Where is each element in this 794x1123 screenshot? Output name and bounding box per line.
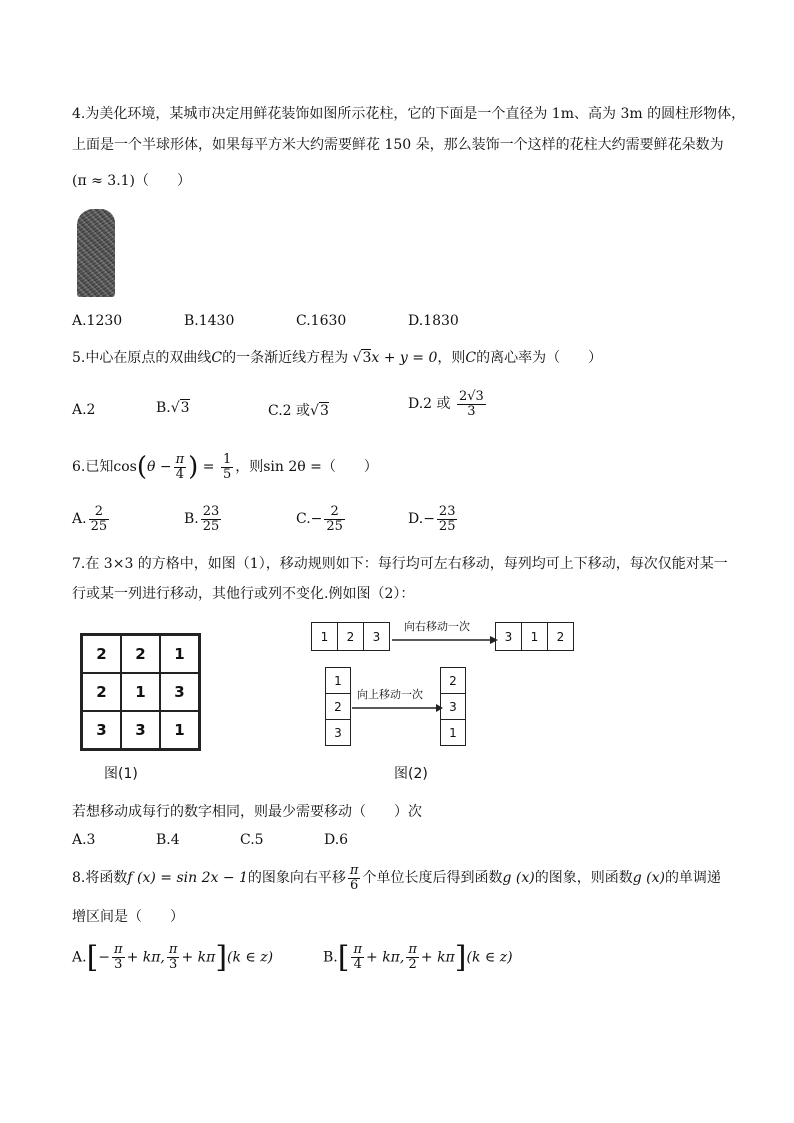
q7-option-b[interactable]: B.4 [156,832,180,848]
q6-option-b[interactable]: B. $\frac{23}{25}$ [184,504,220,534]
figure1-grid [80,633,201,751]
q7-option-d[interactable]: D.6 [324,832,349,848]
figure1-caption: 图(1) [104,766,138,782]
q4-option-a[interactable]: A.1230 [72,313,123,329]
q8-line2: 增区间是（ ） [72,909,184,925]
grid-cell: 3 [160,673,199,711]
q4-option-c[interactable]: C.1630 [296,313,347,329]
q5-stem: 5.中心在原点的双曲线C的一条渐近线方程为 √3x + y = 0，则C的离心率为（ ） [72,350,603,366]
grid-cell: 2 [121,635,160,673]
grid-cell: 2 [82,635,121,673]
q6-option-c[interactable]: C.− $\frac{2}{25}$ [296,504,343,534]
q7-line1: 7.在 3×3 的方格中，如图（1），移动规则如下：每行均可左右移动，每列均可上下移动，每次仅能对某一 [72,556,728,572]
q7-option-a[interactable]: A.3 [72,832,96,848]
figure2-caption: 图(2) [394,766,428,782]
q8-stem: 8.将函数f (x) = sin 2x − 1的图象向右平移 $\frac{\pi}{6}$ 个单位长度后得到函数g (x)的图象，则函数g (x)的单调递 [72,863,721,893]
q7-option-c[interactable]: C.5 [240,832,264,848]
grid-cell: 3 [121,711,160,749]
q7-line2: 行或某一列进行移动，其他行或列不变化.例如图（2）： [72,586,415,602]
grid-cell: 1 [121,673,160,711]
q5-option-d[interactable]: D.2 或 $\frac{2√3}{3}$ [408,389,484,419]
column-after: 2 3 1 [440,667,466,746]
row-before: 1 2 3 [311,622,390,651]
q8-option-b[interactable]: B.[ $\frac{\pi}{4}$ + kπ, $\frac{\pi}{2}$ + kπ](k ∈ z) [323,940,513,975]
q5-option-a[interactable]: A.2 [72,402,96,418]
q7-question: 若想移动成每行的数字相同，则最少需要移动（ ）次 [72,804,422,820]
q4-option-b[interactable]: B.1430 [184,313,235,329]
q4-line1: 4.为美化环境，某城市决定用鲜花装饰如图所示花柱，它的下面是一个直径为 1m、高为 3m 的圆柱形物体， [72,106,746,122]
q5-option-c[interactable]: C.2 或√3 [268,403,329,419]
column-action-label: 向上移动一次 [357,688,423,701]
row-action-label: 向右移动一次 [404,620,470,633]
column-before: 1 2 3 [325,667,351,746]
q5-option-b[interactable]: B.√3 [156,400,190,416]
grid-cell: 2 [82,673,121,711]
q6-stem: 6.已知cos(θ − $\frac{\pi}{4}$ ) = $\frac{1}{5}$ ，则sin 2θ =（ ） [72,451,378,482]
grid-cell: 1 [160,711,199,749]
q4-pi-note: (π ≈ 3.1)（ ） [72,173,192,189]
q4-option-d[interactable]: D.1830 [408,313,459,329]
q8-option-a[interactable]: A.[− $\frac{\pi}{3}$ + kπ, $\frac{\pi}{3}$ + kπ](k ∈ z) [72,940,274,975]
row-after: 3 1 2 [495,622,574,651]
grid-cell: 1 [160,635,199,673]
q6-option-d[interactable]: D.− $\frac{23}{25}$ [408,504,456,534]
q4-line2: 上面是一个半球形体，如果每平方米大约需要鲜花 150 朵，那么装饰一个这样的花柱大约需要鲜花朵数为 [72,137,724,153]
flower-pillar-image [77,209,115,297]
q6-option-a[interactable]: A. $\frac{2}{25}$ [72,504,108,534]
grid-cell: 3 [82,711,121,749]
